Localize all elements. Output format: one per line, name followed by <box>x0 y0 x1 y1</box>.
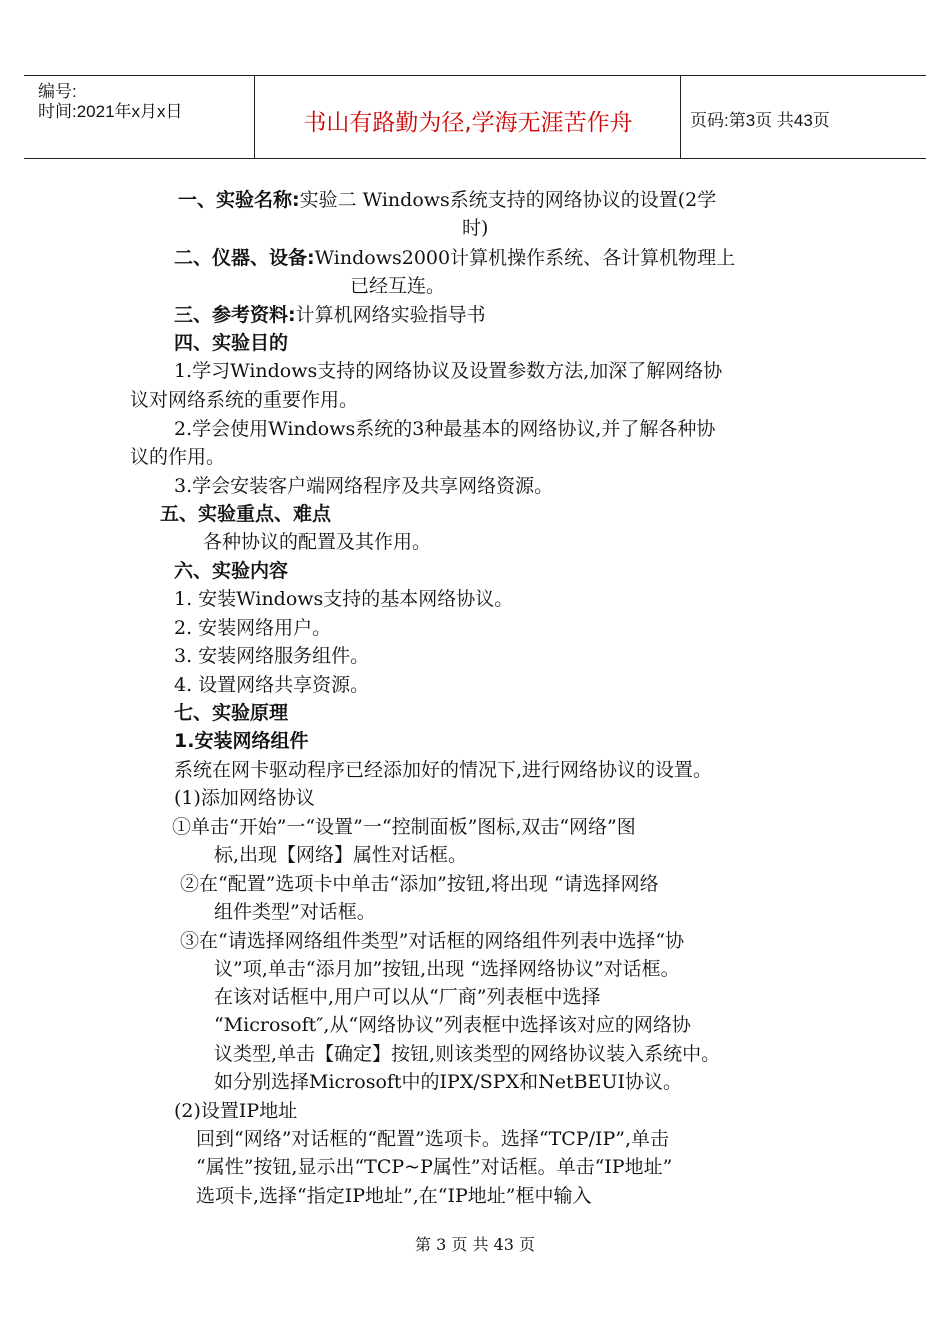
content-item-4: 4. 设置网络共享资源。 <box>174 674 370 696</box>
section-text: 计算机网络实验指导书 <box>295 304 486 326</box>
step-1-cont: 标,出现【网络】属性对话框。 <box>214 844 468 866</box>
step-1: ①单击“开始”一“设置”一“控制面板”图标,双击“网络”图 <box>172 816 636 838</box>
content-item-3: 3. 安装网络服务组件。 <box>174 645 370 667</box>
content-item-2: 2. 安装网络用户。 <box>174 617 332 639</box>
purpose-item-2-cont: 议的作用。 <box>130 446 226 468</box>
paragraph-set-ip: (2)设置IP地址 <box>174 1100 298 1122</box>
references-line <box>174 303 486 327</box>
header-divider-right <box>680 76 681 158</box>
step-3-cont-3: “Microsoft″,从“网络协议”列表框中选择该对应的网络协 <box>214 1014 691 1036</box>
key-points-text: 各种协议的配置及其作用。 <box>203 531 432 553</box>
ip-text-1: 回到“网络”对话框的“配置”选项卡。选择“TCP/IP”,单击 <box>196 1128 670 1150</box>
section-label: 一、实验名称: <box>178 189 300 211</box>
paragraph-add-protocol: (1)添加网络协议 <box>174 787 315 809</box>
content-item-1: 1. 安装Windows支持的基本网络协议。 <box>174 588 514 610</box>
purpose-item-2: 2.学会使用Windows系统的3种最基本的网络协议,并了解各种协 <box>174 418 716 440</box>
step-3-cont-5: 如分别选择Microsoft中的IPX/SPX和NetBEUI协议。 <box>214 1071 682 1093</box>
experiment-name-cont: 时) <box>462 217 489 239</box>
step-3-cont-2: 在该对话框中,用户可以从“厂商”列表框中选择 <box>214 986 601 1008</box>
step-3-cont-1: 议”项,单击“添月加”按钮,出现 “选择网络协议”对话框。 <box>214 958 680 980</box>
key-points-heading: 五、实验重点、难点 <box>160 503 332 525</box>
principle-heading: 七、实验原理 <box>174 702 289 724</box>
ip-text-2: “属性”按钮,显示出“TCP~P属性”对话框。单击“IP地址” <box>196 1156 673 1178</box>
header-page-label: 页码:第3页 共43页 <box>690 111 830 130</box>
header-motto: 书山有路勤为径,学海无涯苦作舟 <box>303 110 633 136</box>
doc-number-label: 编号: <box>38 82 77 101</box>
equipment-line <box>174 246 735 270</box>
step-3: ③在“请选择网络组件类型”对话框的网络组件列表中选择“协 <box>180 930 685 952</box>
header-meta <box>38 82 183 122</box>
page-footer: 第 3 页 共 43 页 <box>415 1235 535 1254</box>
doc-time-label: 时间:2021年x月x日 <box>38 102 183 121</box>
purpose-item-1-cont: 议对网络系统的重要作用。 <box>130 389 359 411</box>
purpose-heading: 四、实验目的 <box>174 332 289 354</box>
section-text: Windows2000计算机操作系统、各计算机物理上 <box>314 247 736 269</box>
header-divider-left <box>254 76 255 158</box>
experiment-name-line <box>178 188 716 212</box>
ip-text-3: 选项卡,选择“指定IP地址”,在“IP地址”框中输入 <box>196 1185 592 1207</box>
purpose-item-1: 1.学习Windows支持的网络协议及设置参数方法,加深了解网络协 <box>174 360 723 382</box>
equipment-cont: 已经互连。 <box>350 275 446 297</box>
step-3-cont-4: 议类型,单击【确定】按钮,则该类型的网络协议装入系统中。 <box>214 1043 721 1065</box>
step-2: ②在“配置”选项卡中单击“添加”按钮,将出现 “请选择网络 <box>180 873 659 895</box>
section-label: 二、仪器、设备: <box>174 247 315 269</box>
paragraph-intro: 系统在网卡驱动程序已经添加好的情况下,进行网络协议的设置。 <box>174 759 713 781</box>
content-heading: 六、实验内容 <box>174 560 289 582</box>
page-header <box>24 75 926 159</box>
purpose-item-3: 3.学会安装客户端网络程序及共享网络资源。 <box>174 475 554 497</box>
subsection-heading: 1.安装网络组件 <box>174 730 309 752</box>
section-label: 三、参考资料: <box>174 304 296 326</box>
step-2-cont: 组件类型”对话框。 <box>214 901 376 923</box>
section-text: 实验二 Windows系统支持的网络协议的设置(2学 <box>299 189 717 211</box>
